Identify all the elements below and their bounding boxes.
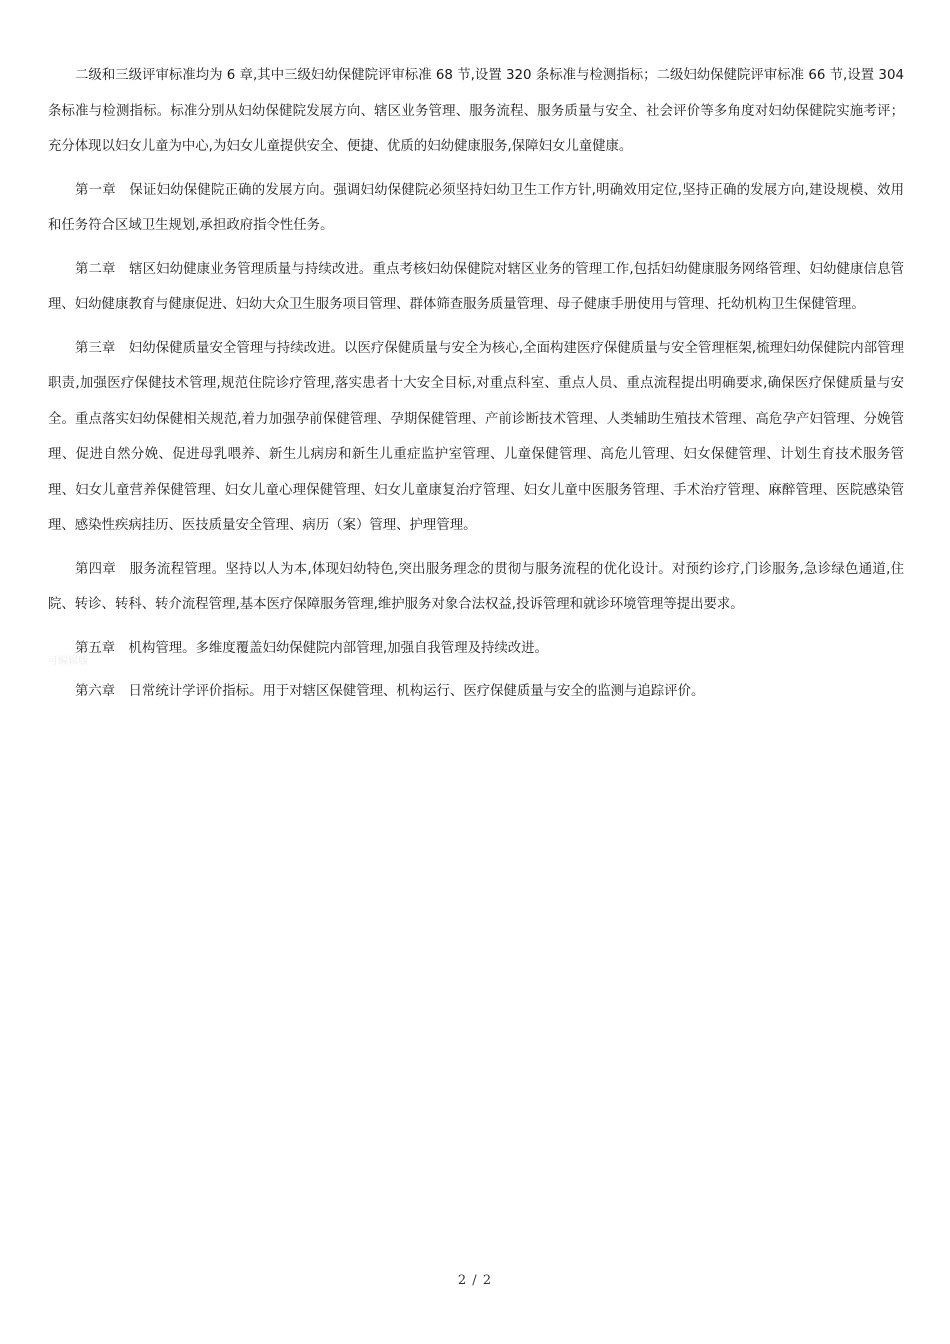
paragraph-chapter-4: 第四章 服务流程管理。坚持以人为本,体现妇幼特色,突出服务理念的贯彻与服务流程的优化设计。对预约诊疗,门诊服务,急诊绿色通道,住院、转诊、转科、转介流程管理,基本医疗保障服务管理,维护服务对象合法权益,投诉管理和就诊环境管理等提出要求。 <box>48 561 904 612</box>
watermark-text: 可编辑版 <box>48 656 88 667</box>
page-number: 2 / 2 <box>457 1273 493 1288</box>
paragraph-chapter-2: 第二章 辖区妇幼健康业务管理质量与持续改进。重点考核妇幼保健院对辖区业务的管理工作,包括妇幼健康服务网络管理、妇幼健康信息管理、妇幼健康教育与健康促进、妇幼大众卫生服务项目管理、群体筛查服务质量管理、母子健康手册使用与管理、托幼机构卫生保健管理。 <box>48 261 904 312</box>
document-body <box>48 58 904 718</box>
paragraph-chapter-3: 第三章 妇幼保健质量安全管理与持续改进。以医疗保健质量与安全为核心,全面构建医疗保健质量与安全管理框架,梳理妇幼保健院内部管理职责,加强医疗保健技术管理,规范住院诊疗管理,落实患者十大安全目标,对重点科室、重点人员、重点流程提出明确要求,确保医疗保健质量与安全。重点落实妇幼保健相关规范,着力加强孕前保健管理、孕期保健管理、产前诊断技术管理、人类辅助生殖技术管理、高危孕产妇管理、分娩管理、促进自然分娩、促进母乳喂养、新生儿病房和新生儿重症监护室管理、儿童保健管理、高危儿管理、妇女保健管理、计划生育技术服务管理、妇女儿童营养保健管理、妇女儿童心理保健管理、妇女儿童康复治疗管理、妇女儿童中医服务管理、手术治疗管理、麻醉管理、医院感染管理、感染性疾病挂历、医技质量安全管理、病历（案）管理、护理管理。 <box>48 340 904 533</box>
paragraph-intro: 二级和三级评审标准均为 6 章,其中三级妇幼保健院评审标准 68 节,设置 320 条标准与检测指标；二级妇幼保健院评审标准 66 节,设置 304 条标准与检测指标。标准分别从妇幼保健院发展方向、辖区业务管理、服务流程、服务质量与安全、社会评价等多角度对妇幼保健院实施考评；充分体现以妇女儿童为中心,为妇女儿童提供安全、便捷、优质的妇幼健康服务,保障妇女儿童健康。 <box>48 68 904 154</box>
paragraph-chapter-6: 第六章 日常统计学评价指标。用于对辖区保健管理、机构运行、医疗保健质量与安全的监测与追踪评价。 <box>75 684 705 699</box>
paragraph-chapter-1: 第一章 保证妇幼保健院正确的发展方向。强调妇幼保健院必须坚持妇幼卫生工作方针,明确效用定位,坚持正确的发展方向,建设规模、效用和任务符合区域卫生规划,承担政府指令性任务。 <box>48 182 904 233</box>
paragraph-chapter-5: 第五章 机构管理。多维度覆盖妇幼保健院内部管理,加强自我管理及持续改进。 <box>75 640 548 656</box>
